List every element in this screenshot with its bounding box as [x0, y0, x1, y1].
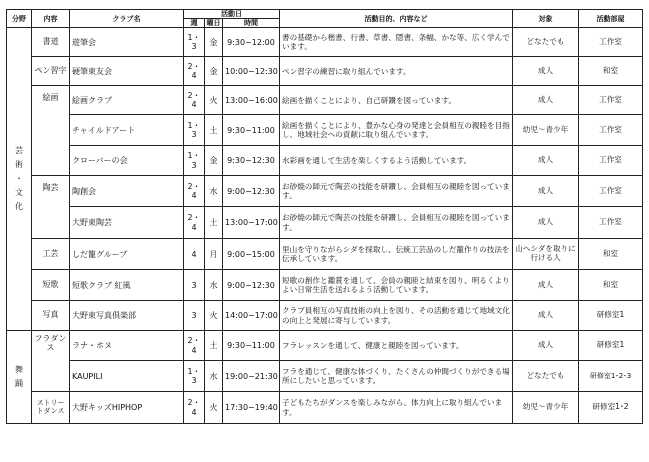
- target-cell: 幼児〜青少年: [513, 392, 579, 424]
- target-cell: 成人: [513, 176, 579, 207]
- purpose-cell: 子どもたちがダンスを楽しみながら、体力向上に取り組んでいます。: [280, 392, 513, 424]
- table-row: [7, 115, 643, 146]
- header-row: [7, 10, 643, 19]
- table-row: [7, 239, 643, 270]
- weekday-cell: 土: [205, 207, 223, 239]
- header-time: 時間: [223, 19, 280, 28]
- target-cell: 成人: [513, 86, 579, 115]
- weekday-cell: 火: [205, 392, 223, 424]
- weekday-cell: 金: [205, 146, 223, 176]
- week-cell: 2・4: [184, 331, 205, 361]
- week-cell: 2・4: [184, 57, 205, 86]
- time-cell: 13:00−16:00: [223, 86, 280, 115]
- room-cell: 研修室1: [579, 301, 643, 331]
- weekday-cell: 土: [205, 331, 223, 361]
- time-cell: 9:30−12:30: [223, 146, 280, 176]
- room-cell: 研修室1: [579, 331, 643, 361]
- time-cell: 10:00−12:30: [223, 57, 280, 86]
- table-row: [7, 331, 643, 361]
- target-cell: どなたでも: [513, 28, 579, 57]
- week-cell: 4: [184, 239, 205, 270]
- room-cell: 工作室: [579, 86, 643, 115]
- time-cell: 9:00−15:00: [223, 239, 280, 270]
- room-cell: 和室: [579, 270, 643, 301]
- table-row: [7, 361, 643, 392]
- target-cell: どなたでも: [513, 361, 579, 392]
- week-cell: 2・4: [184, 176, 205, 207]
- purpose-cell: 絵画を描くことにより、豊かな心身の発達と会員相互の親睦を目指し、地域社会への貢献に取り組んでいます。: [280, 115, 513, 146]
- content-cell: 写真: [32, 301, 70, 331]
- purpose-cell: ペン習字の練習に取り組んでいます。: [280, 57, 513, 86]
- content-cell: 工芸: [32, 239, 70, 270]
- table-row: [7, 86, 643, 115]
- week-cell: 1・3: [184, 28, 205, 57]
- club-name: 陶創会: [70, 176, 184, 207]
- purpose-cell: フラレッスンを通して、健康と親睦を図っています。: [280, 331, 513, 361]
- table-row: [7, 207, 643, 239]
- table-row: [7, 392, 643, 424]
- time-cell: 9:30−11:00: [223, 331, 280, 361]
- club-name: 硬筆東友会: [70, 57, 184, 86]
- target-cell: 幼児〜青少年: [513, 115, 579, 146]
- time-cell: 9:00−12:30: [223, 176, 280, 207]
- target-cell: 成人: [513, 207, 579, 239]
- time-cell: 14:00−17:00: [223, 301, 280, 331]
- purpose-cell: お砂焼の師元で陶芸の技能を研鑽し、会員相互の親睦を図っています。: [280, 176, 513, 207]
- week-cell: 2・4: [184, 392, 205, 424]
- purpose-cell: フラを通じて、健康な体づくり、たくさんの仲間づくりができる場所にしたいと思っています。: [280, 361, 513, 392]
- room-cell: 工作室: [579, 207, 643, 239]
- room-cell: 研修室1･2･3: [579, 361, 643, 392]
- week-cell: 3: [184, 270, 205, 301]
- weekday-cell: 火: [205, 301, 223, 331]
- room-cell: 研修室1･2: [579, 392, 643, 424]
- content-cell: ストリートダンス: [32, 392, 70, 424]
- target-cell: 成人: [513, 331, 579, 361]
- content-cell: 絵画: [32, 86, 70, 176]
- club-name: ラナ・ホヌ: [70, 331, 184, 361]
- header-room: 活動部屋: [579, 10, 643, 28]
- weekday-cell: 水: [205, 361, 223, 392]
- header-week: 週: [184, 19, 205, 28]
- club-name: 短歌クラブ 紅風: [70, 270, 184, 301]
- club-name: 大野東陶芸: [70, 207, 184, 239]
- table-row: [7, 28, 643, 57]
- content-cell: 書道: [32, 28, 70, 57]
- club-name: 大野東写真倶楽部: [70, 301, 184, 331]
- time-cell: 9:30−11:00: [223, 115, 280, 146]
- category-dance: 舞 踊: [7, 331, 32, 424]
- weekday-cell: 金: [205, 28, 223, 57]
- table-row: [7, 301, 643, 331]
- week-cell: 1・3: [184, 115, 205, 146]
- time-cell: 9:30−12:00: [223, 28, 280, 57]
- time-cell: 17:30−19:40: [223, 392, 280, 424]
- content-cell: 陶芸: [32, 176, 70, 239]
- club-name: しだ籠グループ: [70, 239, 184, 270]
- room-cell: 工作室: [579, 115, 643, 146]
- room-cell: 和室: [579, 239, 643, 270]
- purpose-cell: クラブ員相互の写真技術の向上を図り、その活動を通じて地域文化の向上と発展に寄与しています。: [280, 301, 513, 331]
- club-name: チャイルドアート: [70, 115, 184, 146]
- header-target: 対象: [513, 10, 579, 28]
- content-cell: ペン習字: [32, 57, 70, 86]
- weekday-cell: 土: [205, 115, 223, 146]
- category-arts: 芸 術 ・ 文 化: [7, 28, 32, 331]
- club-name: 絵画クラブ: [70, 86, 184, 115]
- purpose-cell: 短歌の創作と鑑賞を通して、会員の親睦と結束を図り、明るくよりよい日常生活を送れるよう活動しています。: [280, 270, 513, 301]
- room-cell: 和室: [579, 57, 643, 86]
- table-row: [7, 270, 643, 301]
- header-purpose: 活動目的、内容など: [280, 10, 513, 28]
- time-cell: 13:00−17:00: [223, 207, 280, 239]
- club-name: 遊筆会: [70, 28, 184, 57]
- target-cell: 成人: [513, 57, 579, 86]
- target-cell: 成人: [513, 270, 579, 301]
- week-cell: 2・4: [184, 86, 205, 115]
- purpose-cell: 書の基礎から楷書、行書、草書、隠書、条幅、かな等、広く学んでいます。: [280, 28, 513, 57]
- club-name: 大野キッズHIPHOP: [70, 392, 184, 424]
- weekday-cell: 水: [205, 176, 223, 207]
- room-cell: 工作室: [579, 146, 643, 176]
- header-schedule: 活動日: [184, 10, 280, 19]
- content-cell: フラダンス: [32, 331, 70, 392]
- time-cell: 9:00−12:30: [223, 270, 280, 301]
- purpose-cell: 里山を守りながらシダを採取し、伝統工芸品のしだ籠作りの技法を伝承しています。: [280, 239, 513, 270]
- room-cell: 工作室: [579, 28, 643, 57]
- weekday-cell: 金: [205, 57, 223, 86]
- header-weekday: 曜日: [206, 19, 221, 28]
- header-content: 内容: [32, 10, 70, 28]
- purpose-cell: 絵画を描くことにより、自己研鑽を図っています。: [280, 86, 513, 115]
- purpose-cell: お砂焼の師元で陶芸の技能を研鑽し、会員相互の親睦を図っています。: [280, 207, 513, 239]
- header-category: 分野: [7, 10, 32, 28]
- week-cell: 2・4: [184, 207, 205, 239]
- week-cell: 3: [184, 301, 205, 331]
- target-cell: 山へシダを取りに行ける人: [513, 239, 579, 270]
- table-row: [7, 146, 643, 176]
- time-cell: 19:00−21:30: [223, 361, 280, 392]
- room-cell: 工作室: [579, 176, 643, 207]
- content-cell: 短歌: [32, 270, 70, 301]
- target-cell: 成人: [513, 301, 579, 331]
- weekday-cell: 火: [205, 86, 223, 115]
- table-row: [7, 176, 643, 207]
- header-club: クラブ名: [70, 10, 184, 28]
- week-cell: 1・3: [184, 361, 205, 392]
- target-cell: 成人: [513, 146, 579, 176]
- week-cell: 1・3: [184, 146, 205, 176]
- club-schedule-table: [6, 9, 643, 424]
- table-row: [7, 57, 643, 86]
- club-name: KAUPILI: [70, 361, 184, 392]
- weekday-cell: 月: [205, 239, 223, 270]
- purpose-cell: 水彩画を通して生活を楽しくするよう活動しています。: [280, 146, 513, 176]
- weekday-cell: 水: [205, 270, 223, 301]
- club-name: クローバーの会: [70, 146, 184, 176]
